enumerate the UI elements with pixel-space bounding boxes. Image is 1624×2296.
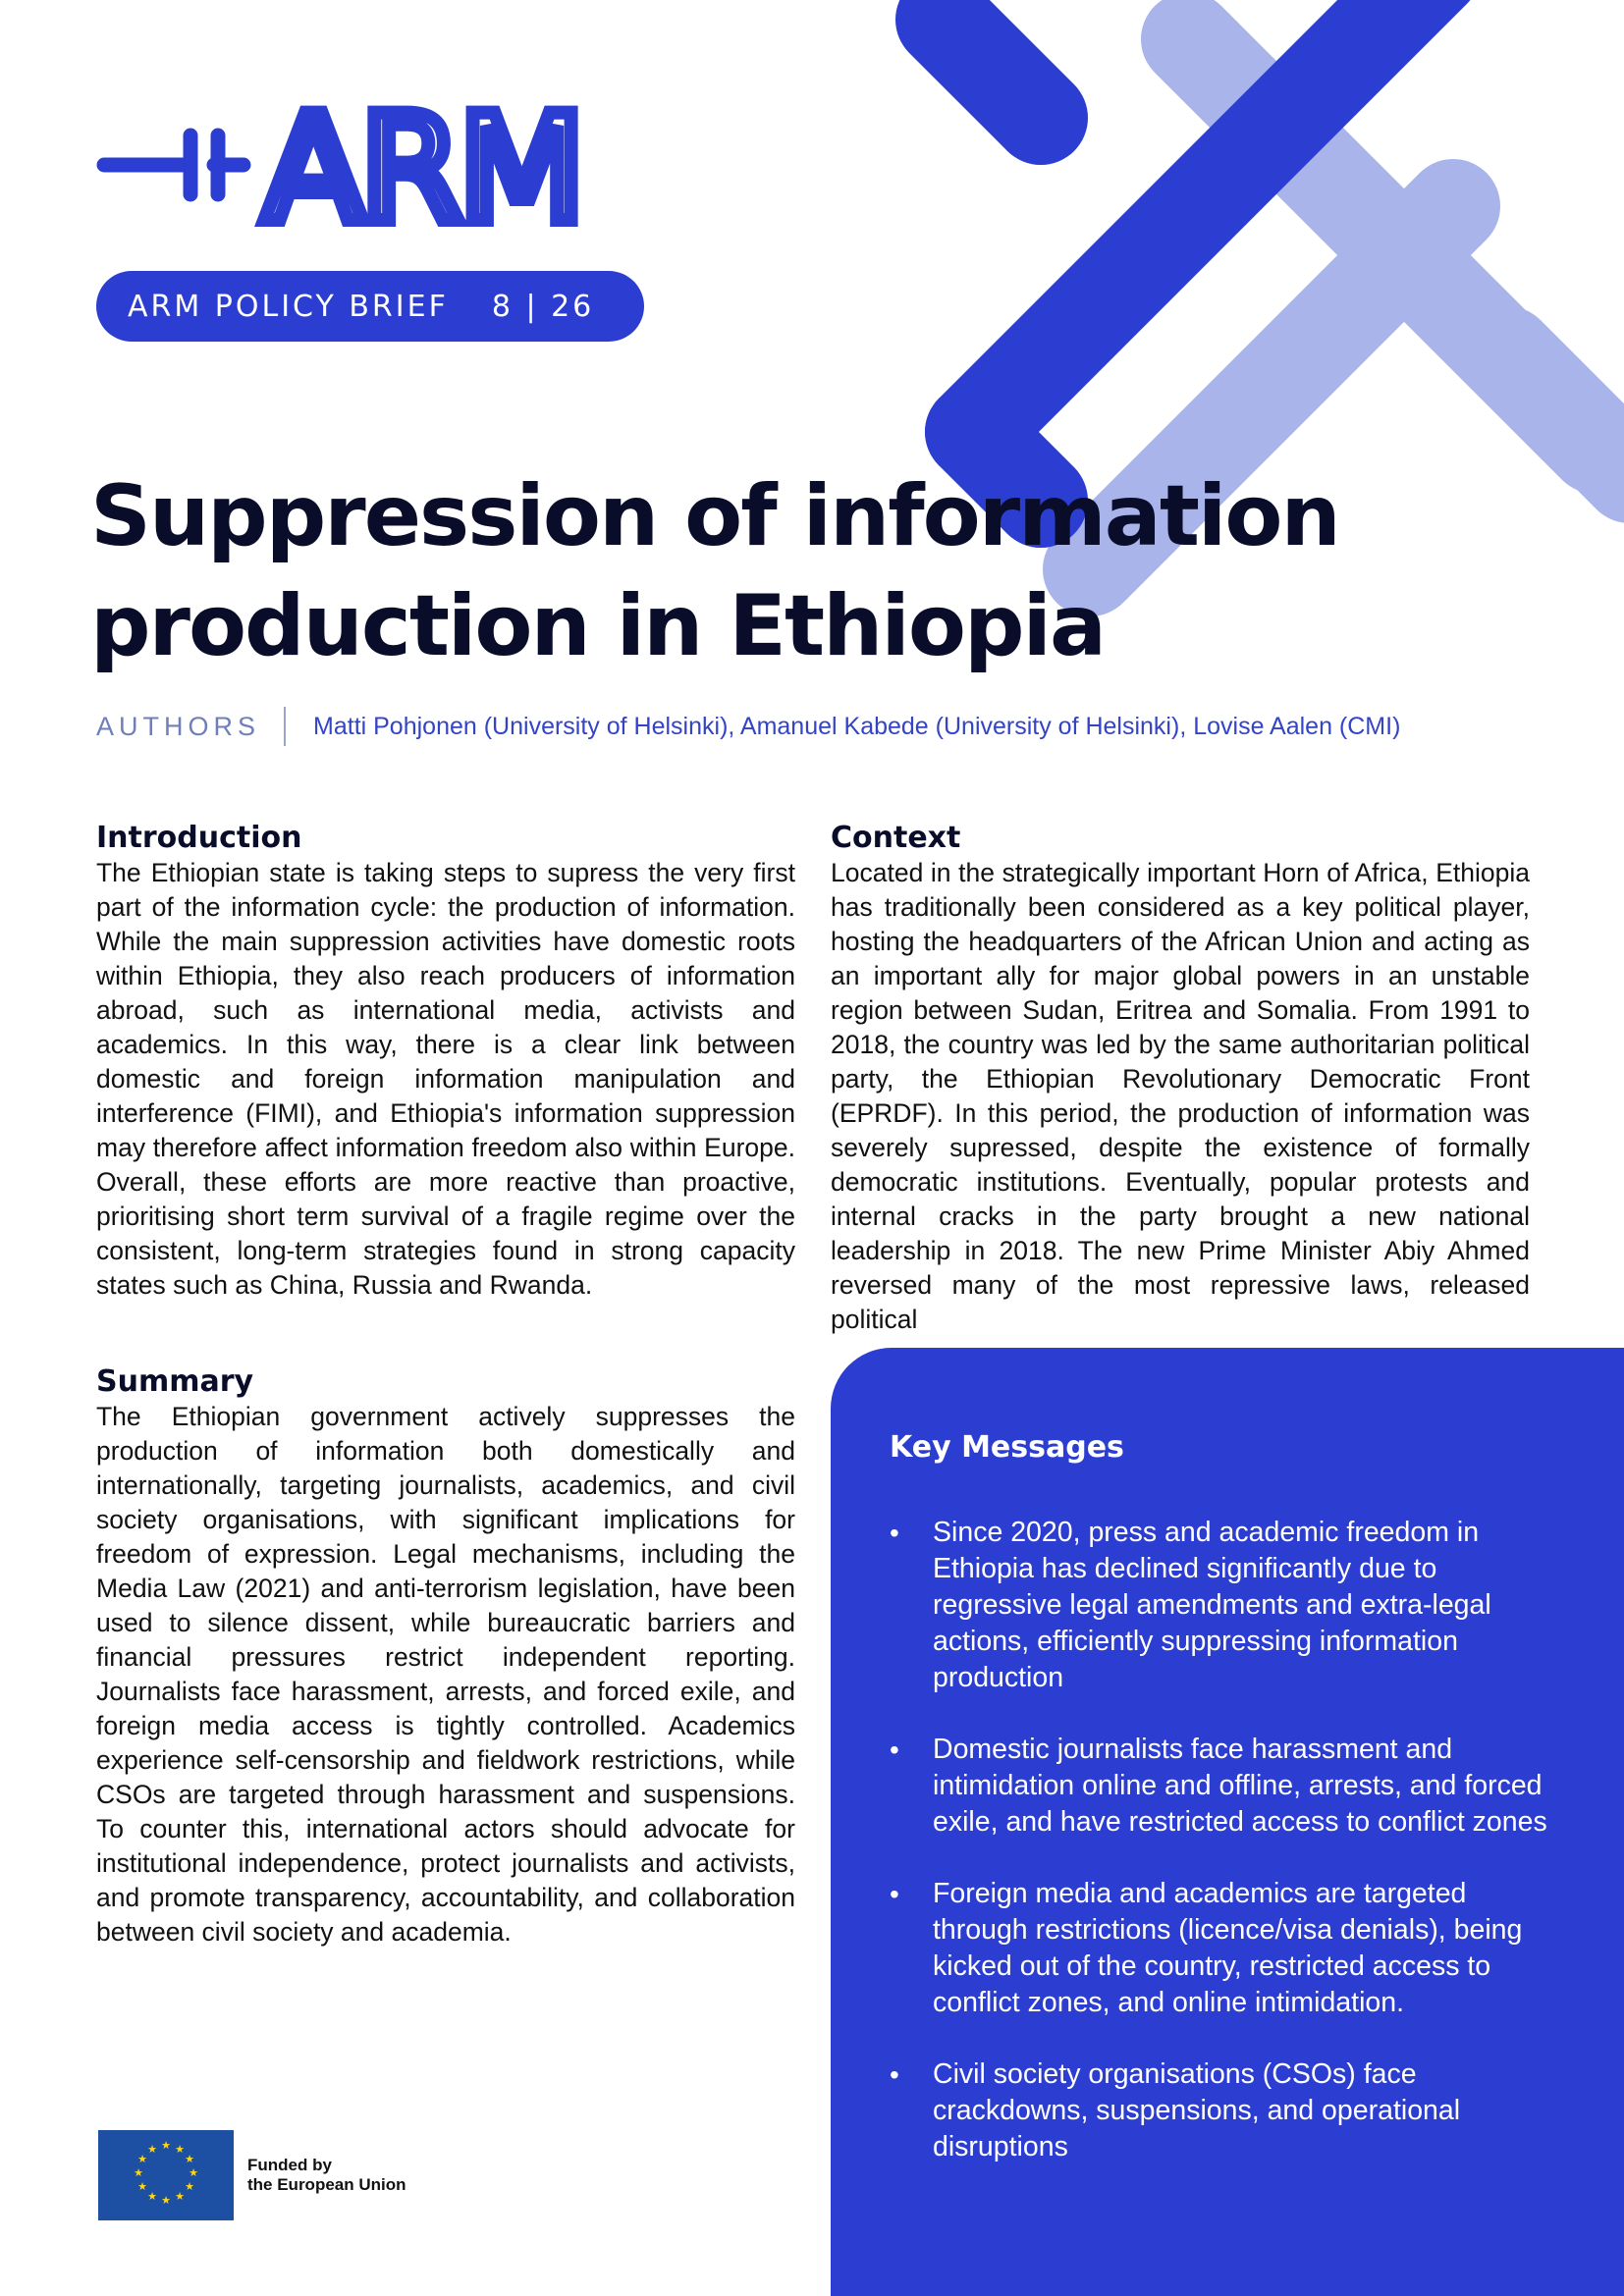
deco-blue-stroke-1	[943, 20, 1041, 118]
key-message-item	[890, 1515, 1567, 1696]
svg-text:★: ★	[189, 2166, 198, 2179]
key-message-item	[890, 1876, 1567, 2021]
summary-body: The Ethiopian government actively suppresses the production of information both domestically and internationally, targeting journalists, academics, and civil society organisations, with significant implications for freedom of expression. Legal mechanisms, including the Media Law (2021) and anti-terrorism legislation, have been used to silence dissent, while bureaucratic barriers and financial pressures restrict independent reporting. Journalists face harassment, arrests, and forced exile, and foreign media access is tightly controlled. Academics experience self-censorship and fieldwork restrictions, while CSOs are targeted through harassment and suspensions. To counter this, international actors should advocate for institutional independence, protect journalists and activists, and promote transparency, accountability, and collaboration between civil society and academia.	[96, 1402, 795, 1947]
bullet-icon: •	[890, 1879, 899, 1909]
svg-text:★: ★	[185, 2180, 194, 2193]
summary-section	[96, 1364, 795, 1949]
svg-text:★: ★	[137, 2180, 147, 2193]
svg-text:★: ★	[175, 2143, 185, 2156]
introduction-heading: Introduction	[96, 821, 302, 855]
bullet-icon: •	[890, 1735, 899, 1765]
key-message-item	[890, 1732, 1567, 1841]
funding-line-2: the European Union	[247, 2175, 406, 2194]
authors-divider	[284, 707, 286, 746]
plug-icon	[104, 135, 244, 194]
svg-text:★: ★	[175, 2190, 185, 2203]
eu-flag-icon	[98, 2130, 234, 2220]
svg-text:★: ★	[147, 2143, 157, 2156]
svg-text:★: ★	[161, 2139, 171, 2152]
context-heading: Context	[831, 821, 961, 855]
deco-light-stroke-3	[1507, 353, 1624, 476]
summary-heading: Summary	[96, 1364, 254, 1399]
context-body: Located in the strategically important Horn of Africa, Ethiopia has traditionally been considered as a key political player, hosting the headquarters of the African Union and acting as an important ally for major global powers in an unstable region between Sudan, Eritrea and Somalia. From 1991 to 2018, the country was led by the same authoritarian political party, the Ethiopian Revolutionary Democratic Front (EPRDF). In this period, the production of information was severely supressed, despite the existence of formally democratic institutions. Eventually, popular protests and internal cracks in the party brought a new national leadership in 2018. The new Prime Minister Abiy Ahmed reversed many of the most repressive laws, released political	[831, 858, 1530, 1334]
logo-text: ARM	[263, 96, 582, 232]
key-messages-heading: Key Messages	[890, 1430, 1124, 1465]
policy-brief-label: ARM POLICY BRIEF	[128, 289, 449, 324]
title-line-1: Suppression of information	[90, 467, 1339, 565]
introduction-body: The Ethiopian state is taking steps to supress the very first part of the information cycle: the production of information. While the main suppression activities have domestic roots within Ethiopia, they also reach producers of information abroad, such as international media, activists and academics. In this way, there is a clear link between domestic and foreign information manipulation and interference (FIMI), and Ethiopia's information suppression may therefore affect information freedom also within Europe. Overall, these efforts are more reactive than proactive, prioritising short term survival of a fragile regime over the consistent, long-term strategies found in strong capacity states such as China, Russia and Rwanda.	[96, 858, 795, 1300]
title-line-2: production in Ethiopia	[90, 577, 1106, 675]
authors-row	[96, 705, 1540, 748]
funding-text	[247, 2156, 444, 2195]
introduction-section	[96, 821, 795, 1303]
funding-line-1: Funded by	[247, 2156, 332, 2174]
bullet-icon: •	[890, 1518, 899, 1548]
policy-brief-issue: 8 | 26	[491, 289, 595, 324]
key-messages-box	[831, 1348, 1624, 2296]
context-section	[831, 821, 1530, 1337]
bullet-icon: •	[890, 2059, 899, 2090]
key-message-text: Since 2020, press and academic freedom in Ethiopia has declined significantly due to regressive legal amendments and extra-legal actions, efficiently suppressing information production	[933, 1517, 1491, 1693]
svg-text:★: ★	[185, 2153, 194, 2165]
arm-logo	[96, 96, 631, 232]
key-message-item	[890, 2056, 1567, 2165]
svg-text:★: ★	[137, 2153, 147, 2165]
key-message-text: Foreign media and academics are targeted through restrictions (licence/visa denials), being kicked out of the country, restricted access to conflict zones, and online intimidation.	[933, 1878, 1523, 2018]
svg-text:★: ★	[134, 2166, 143, 2179]
svg-text:★: ★	[147, 2190, 157, 2203]
policy-brief-badge	[96, 271, 644, 342]
key-messages-list	[890, 1515, 1567, 2201]
eu-funding-block	[98, 2130, 444, 2220]
page-title	[90, 461, 1367, 681]
authors-label: AUTHORS	[96, 711, 261, 741]
key-message-text: Domestic journalists face harassment and intimidation online and offline, arrests, and forced exile, and have restricted access to conflict zones	[933, 1734, 1547, 1838]
svg-text:★: ★	[161, 2194, 171, 2207]
key-message-text: Civil society organisations (CSOs) face crackdowns, suspensions, and operational disruptions	[933, 2058, 1461, 2163]
authors-names: Matti Pohjonen (University of Helsinki), Amanuel Kabede (University of Helsinki), Lovise Aalen (CMI)	[313, 712, 1401, 740]
